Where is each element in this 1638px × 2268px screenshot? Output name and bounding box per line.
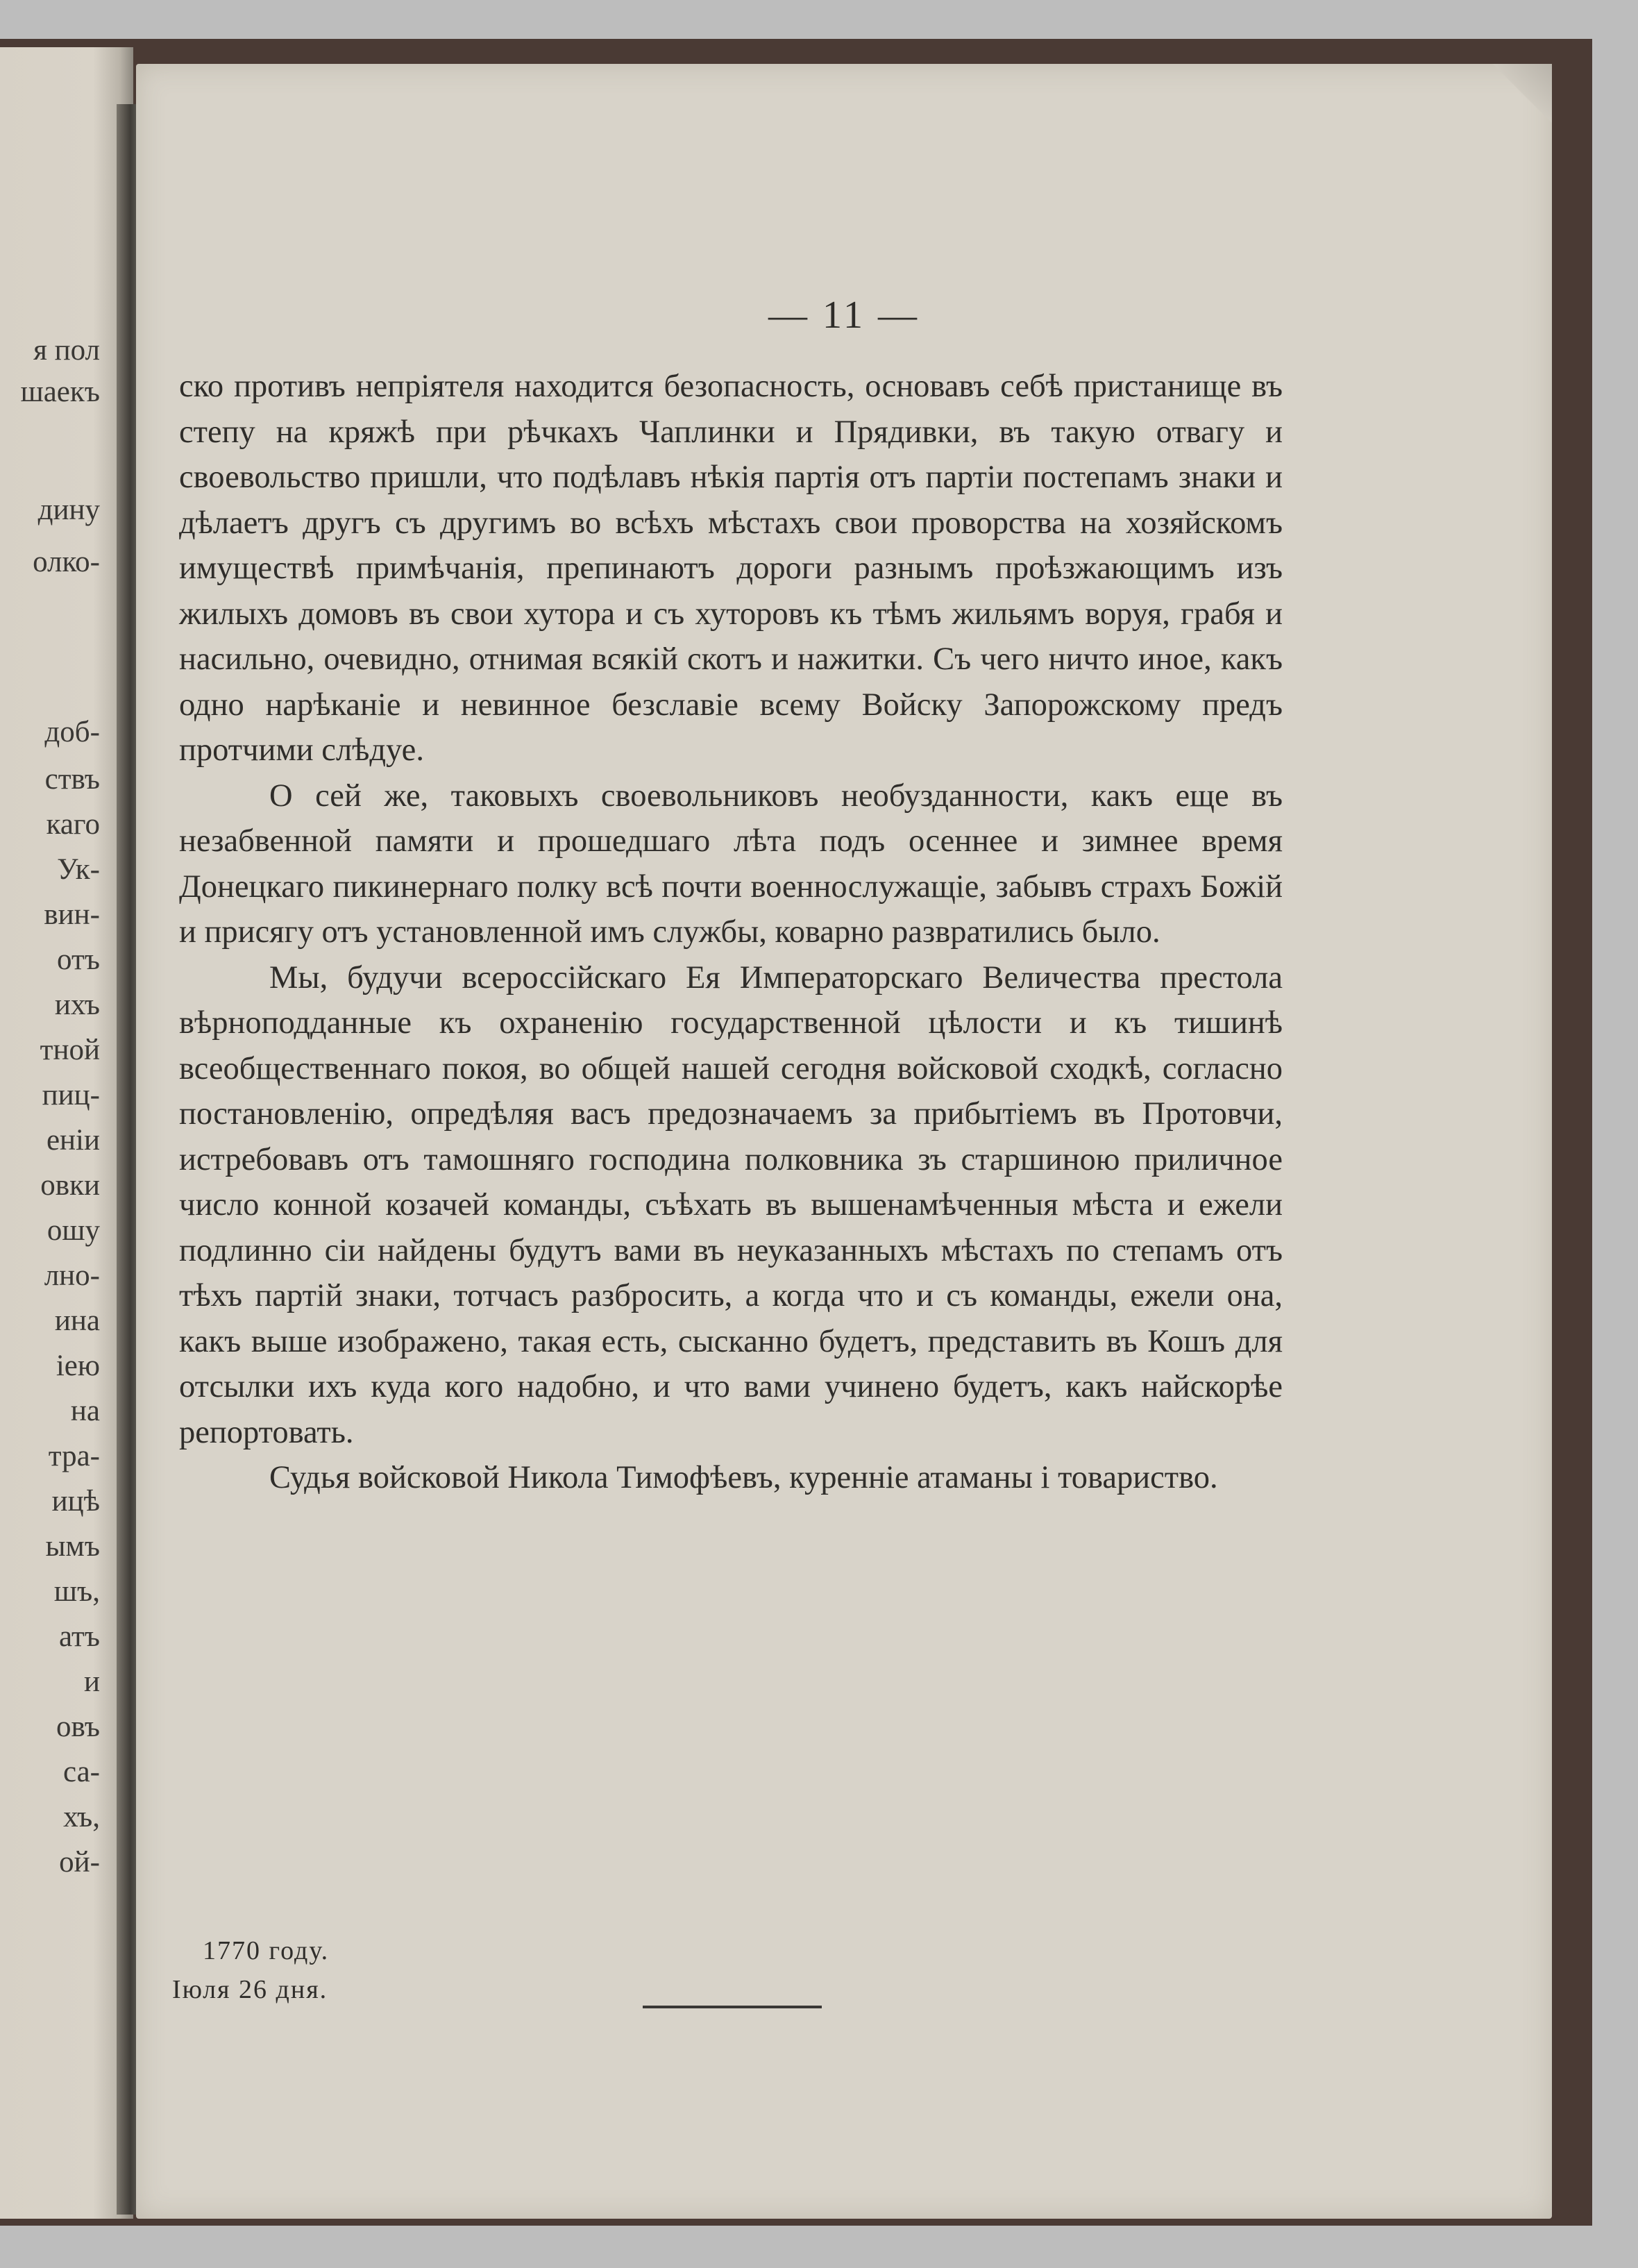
body-text	[179, 364, 1283, 1501]
closing-rule	[643, 2006, 822, 2008]
left-page-fragment: олко-	[33, 546, 100, 578]
left-page-fragment: вин-	[44, 898, 100, 931]
left-page-fragment: са-	[62, 1756, 100, 1788]
left-page-fragment: ина	[54, 1304, 100, 1337]
left-page-fragment: тной	[40, 1034, 100, 1066]
left-page-fragment: доб-	[44, 716, 100, 748]
right-page	[136, 64, 1552, 2219]
left-page-fragment: лно-	[44, 1259, 100, 1292]
signature-paragraph: Судья войсковой Никола Тимофѣевъ, куренніе атаманы і товариство.	[269, 1460, 1218, 1495]
left-page-fragment: тра-	[48, 1440, 100, 1472]
left-page-fragment: ицѣ	[51, 1485, 100, 1518]
left-page-fragment: овъ	[56, 1711, 100, 1743]
left-page-fragment: хъ,	[63, 1801, 100, 1833]
left-page-fragment: іею	[56, 1350, 100, 1382]
paragraph: ско противъ непріятеля находится безопасность, основавъ себѣ пристанище въ степу на кряжѣ при рѣчкахъ Чаплинки и Прядивки, въ такую отвагу и своевольство пришли, что подѣлавъ нѣкія партія отъ партіи постепамъ знаки и дѣлаетъ другъ съ другимъ во всѣхъ мѣстахъ свои проворства на хозяйскомъ имуществѣ примѣчанія, препинаютъ дороги разнымъ проѣзжающимъ изъ жилыхъ домовъ въ свои хутора и съ хуторовъ къ тѣмъ жильямъ воруя, грабя и насильно, очевидно, отнимая всякій скотъ и нажитки. Съ чего ничто иное, какъ одно нарѣканіе и невинное безславіе всему Войску Запорожскому предъ протчими слѣдуе.	[179, 369, 1283, 768]
left-page-edge	[0, 47, 133, 2219]
left-page-fragment: ошу	[47, 1214, 100, 1247]
left-page-fragment: я пол	[33, 334, 100, 367]
left-page-fragment: Ук-	[57, 853, 100, 886]
left-page-fragment: атъ	[59, 1620, 100, 1653]
left-page-fragment: шъ,	[53, 1575, 100, 1608]
left-page-fragment: на	[70, 1395, 100, 1427]
paragraph: Мы, будучи всероссійскаго Ея Императорскаго Величества престола вѣрноподданные къ охраненію государственной цѣлости и къ тишинѣ всеобщественнаго покоя, во общей нашей сегодня войсковой сходкѣ, согласно постановленію, опредѣляя васъ предозначаемъ за прибытіемъ въ Протовчи, истребовавъ отъ тамошняго господина полковника зъ старшиною приличное число конной козачей команды, съѣхать въ вышенамѣченныя мѣста и ежели подлинно сіи найдены будутъ вами въ неуказанныхъ мѣстахъ по степамъ отъ тѣхъ партій знаки, тотчасъ разбросить, а когда что и съ команды, ежели она, какъ выше изображено, такая есть, сысканно будетъ, представить въ Кошъ для отсылки ихъ куда кого надобно, и что вами учинено будетъ, какъ найскорѣе репортовать.	[179, 959, 1283, 1450]
left-page-fragment: пиц-	[42, 1079, 100, 1111]
left-page-fragment: еніи	[46, 1124, 100, 1157]
left-page-fragment: ствъ	[44, 763, 100, 796]
date-year: 1770 году.	[203, 1936, 330, 1965]
page-corner	[1469, 64, 1552, 147]
left-page-fragment: ихъ	[54, 989, 100, 1021]
page-number: — 11 —	[768, 294, 920, 337]
date-block	[172, 1931, 329, 2009]
paragraph: О сей же, таковыхъ своевольниковъ необузданности, какъ еще въ незабвенной памяти и прошедшаго лѣта подъ осеннее и зимнее время Донецкаго пикинернаго полку всѣ почти военнослужащіе, забывъ страхъ Божій и присягу отъ установленной имъ службы, коварно развратились было.	[179, 778, 1283, 950]
left-page-fragment: ой-	[59, 1846, 100, 1879]
left-page-fragment: ымъ	[45, 1530, 100, 1563]
left-page-fragment: и	[83, 1665, 100, 1698]
left-page-fragment: дину	[37, 494, 100, 526]
date-day: Іюля 26 дня.	[172, 1975, 328, 2004]
left-page-fragment: шаекъ	[20, 376, 100, 408]
left-page-fragment: овки	[40, 1169, 100, 1202]
left-page-fragment: отъ	[57, 943, 100, 976]
left-page-fragment: каго	[46, 808, 100, 841]
